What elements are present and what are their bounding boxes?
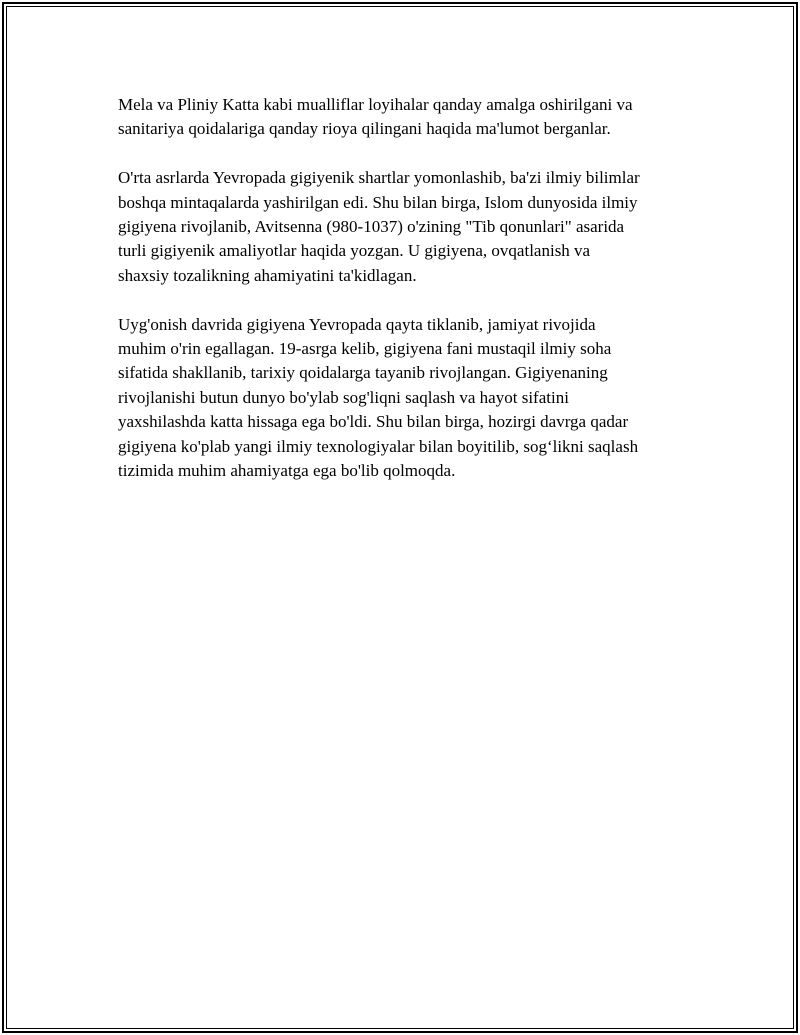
text-line: shaxsiy tozalikning ahamiyatini ta'kidlagan. — [118, 265, 417, 285]
text-line: turli gigiyenik amaliyotlar haqida yozgan. U gigiyena, ovqatlanish va — [118, 241, 591, 261]
text-line: O'rta asrlarda Yevropada gigiyenik shartlar yomonlashib, ba'zi ilmiy bilimlar — [118, 168, 640, 188]
text-line: sanitariya qoidalariga qanday rioya qilingani haqida ma'lumot berganlar. — [118, 119, 611, 139]
text-line: sifatida shakllanib, tarixiy qoidalarga tayanib rivojlangan. Gigiyenaning — [118, 363, 608, 383]
text-line: muhim o'rin egallagan. 19-asrga kelib, gigiyena fani mustaqil ilmiy soha — [118, 339, 612, 359]
text-line: Mela va Pliniy Katta kabi mualliflar loyihalar qanday amalga oshirilgani va — [118, 95, 633, 114]
text-line: gigiyena rivojlanib, Avitsenna (980-1037) o'zining "Tib qonunlari" asarida — [118, 217, 625, 237]
text-line: Uyg'onish davrida gigiyena Yevropada qayta tiklanib, jamiyat rivojida — [118, 314, 596, 334]
text-line: yaxshilashda katta hissaga ega bo'ldi. Shu bilan birga, hozirgi davrga qadar — [118, 412, 629, 432]
text-line: boshqa mintaqalarda yashirilgan edi. Shu bilan birga, Islom dunyosida ilmiy — [118, 192, 638, 212]
text-line: tizimida muhim ahamiyatga ega bo'lib qolmoqda. — [118, 461, 456, 481]
text-line: rivojlanishi butun dunyo bo'ylab sog'liqni saqlash va hayot sifatini — [118, 387, 569, 407]
text-line: gigiyena ko'plab yangi ilmiy texnologiyalar bilan boyitilib, sog‘likni saqlash — [118, 436, 639, 456]
paragraph-1 — [118, 93, 708, 142]
paragraph-2 — [118, 166, 708, 288]
paragraph-3 — [118, 313, 708, 484]
document-body — [118, 93, 708, 508]
